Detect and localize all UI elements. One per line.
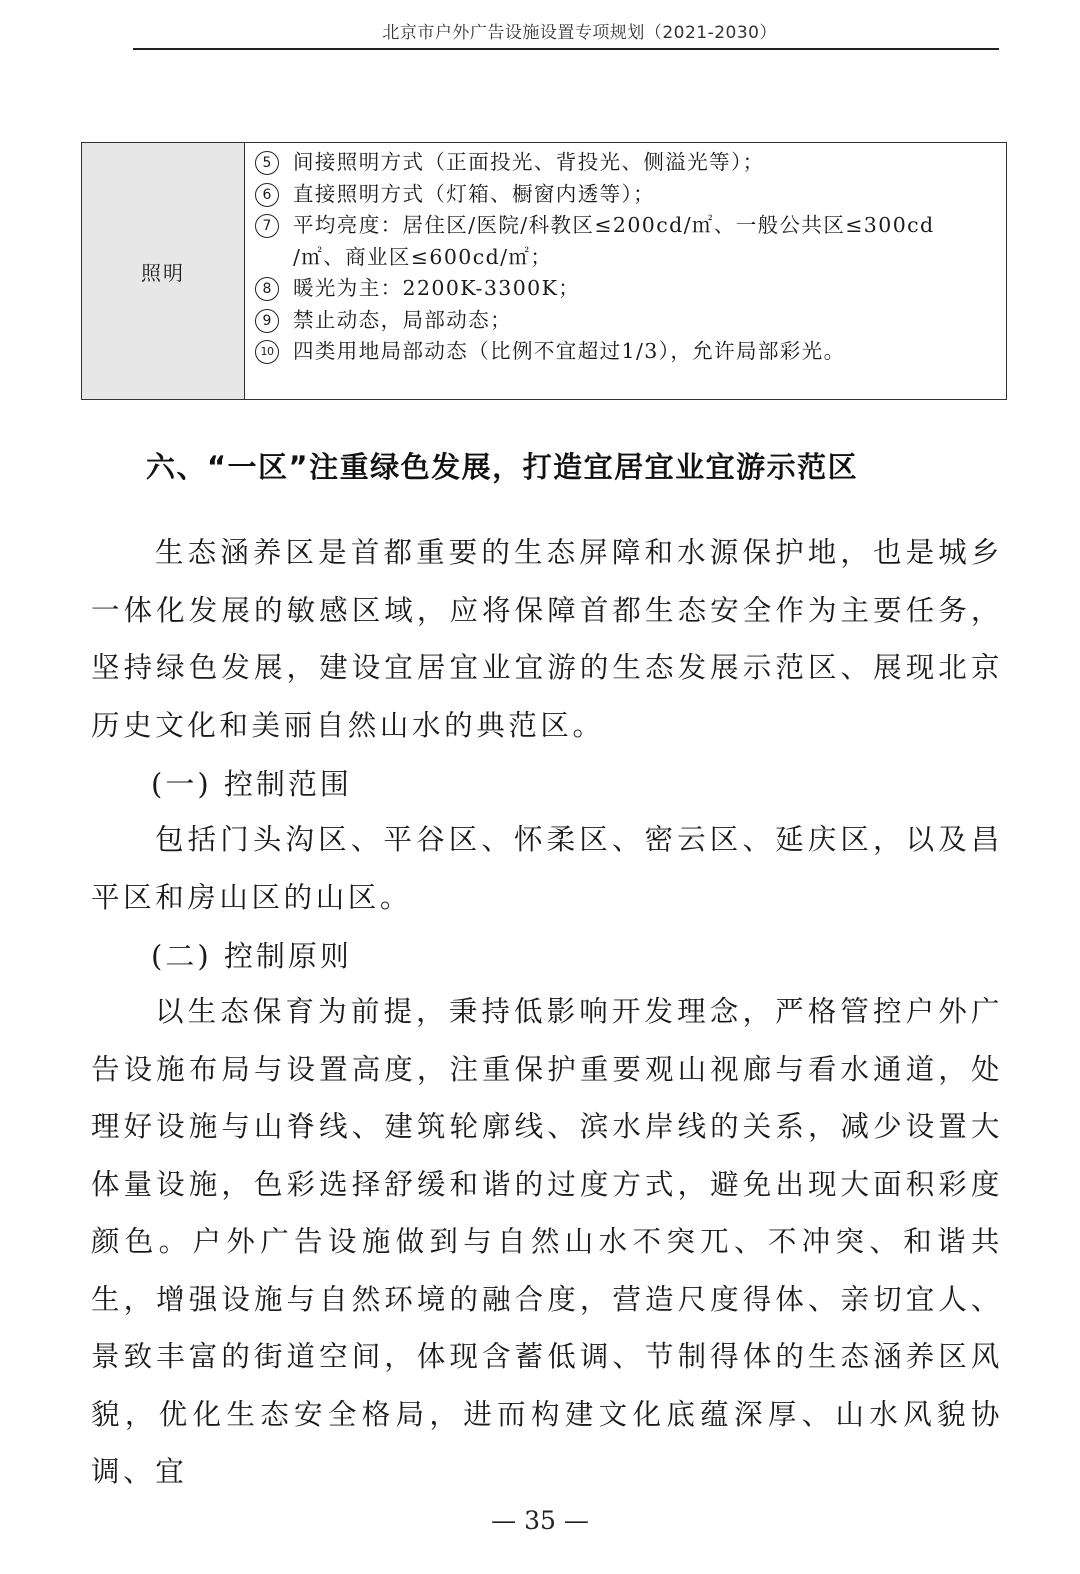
section-heading: 六、“一区”注重绿色发展，打造宜居宜业宜游示范区 bbox=[146, 450, 859, 484]
circled-number: 10 bbox=[255, 340, 279, 364]
page-header bbox=[133, 14, 999, 50]
item-text: 间接照明方式（正面投光、背投光、侧溢光等）； bbox=[293, 150, 765, 174]
intro-paragraph: 生态涵养区是首都重要的生态屏障和水源保护地，也是城乡一体化发展的敏感区域，应将保障首都生态安全作为主要任务，坚持绿色发展，建设宜居宜业宜游的生态发展示范区、展现北京历史文化和美丽自然山水的典范区。 bbox=[91, 536, 1003, 742]
table-label-cell: 照明 bbox=[82, 143, 245, 400]
list-item bbox=[255, 210, 998, 242]
item-text-continuation: /㎡、商业区≤600cd/㎡； bbox=[293, 244, 553, 269]
list-item bbox=[255, 336, 998, 368]
circled-number: 5 bbox=[255, 151, 279, 175]
principle-paragraph: 以生态保育为前提，秉持低影响开发理念，严格管控户外广告设施布局与设置高度，注重保护重要观山视廊与看水通道，处理好设施与山脊线、建筑轮廓线、滨水岸线的关系，减少设置大体量设施，色彩选择舒缓和谐的过度方式，避免出现大面积彩度颜色。户外广告设施做到与自然山水不突兀、不冲突、和谐共生，增强设施与自然环境的融合度，营造尺度得体、亲切宜人、景致丰富的街道空间，体现含蓄低调、节制得体的生态涵养区风貌，优化生态安全格局，进而构建文化底蕴深厚、山水风貌协调、宜 bbox=[91, 995, 1003, 1488]
item-text: 四类用地局部动态（比例不宜超过1/3），允许局部彩光。 bbox=[293, 339, 846, 363]
subheading-scope: (一) 控制范围 bbox=[151, 767, 352, 801]
scope-paragraph: 包括门头沟区、平谷区、怀柔区、密云区、延庆区，以及昌平区和房山区的山区。 bbox=[91, 823, 1003, 914]
list-item bbox=[255, 147, 998, 179]
item-text: 禁止动态，局部动态； bbox=[293, 307, 512, 332]
circled-number: 9 bbox=[255, 309, 279, 333]
item-text: 平均亮度：居住区/医院/科教区≤200cd/㎡、一般公共区≤300cd bbox=[293, 213, 935, 237]
table-row bbox=[82, 143, 1007, 400]
circled-number: 6 bbox=[255, 183, 279, 207]
circled-number: 7 bbox=[255, 214, 279, 238]
header-title: 北京市户外广告设施设置专项规划（2021-2030） bbox=[382, 23, 777, 43]
table-content-cell bbox=[245, 143, 1007, 400]
item-text: 暖光为主：2200K-3300K； bbox=[293, 276, 581, 300]
page-number: — 35 — bbox=[491, 1506, 589, 1535]
list-item bbox=[255, 305, 998, 337]
list-item bbox=[255, 273, 998, 305]
list-item bbox=[255, 179, 998, 211]
subheading-principle: (二) 控制原则 bbox=[151, 939, 352, 973]
item-text: 直接照明方式（灯箱、橱窗内透等）； bbox=[293, 181, 656, 206]
lighting-spec-table bbox=[81, 142, 1007, 400]
circled-number: 8 bbox=[255, 277, 279, 301]
